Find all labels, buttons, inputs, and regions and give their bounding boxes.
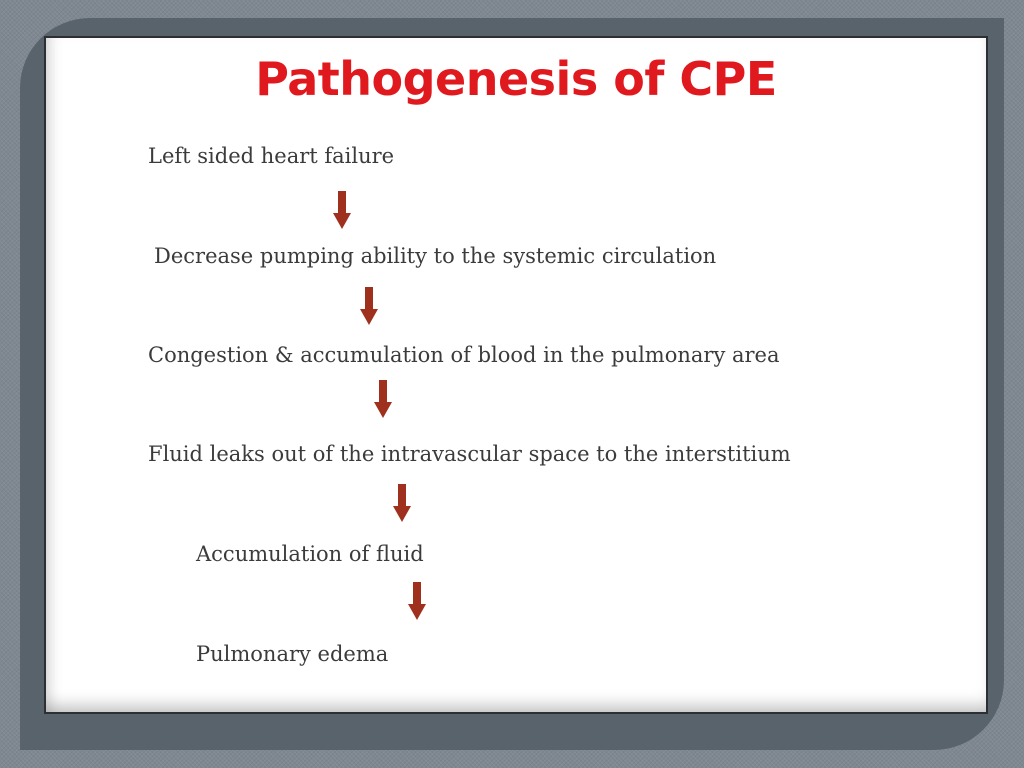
step-5: Accumulation of fluid [196, 542, 424, 566]
down-arrow-icon [408, 582, 426, 620]
step-2: Decrease pumping ability to the systemic circulation [154, 244, 717, 268]
down-arrow-icon [333, 191, 351, 229]
down-arrow-icon [393, 484, 411, 522]
slide [44, 36, 988, 714]
step-6: Pulmonary edema [196, 642, 389, 666]
down-arrow-icon [374, 380, 392, 418]
slide-title: Pathogenesis of CPE [255, 52, 777, 106]
step-3: Congestion & accumulation of blood in the pulmonary area [148, 343, 780, 367]
step-4: Fluid leaks out of the intravascular space to the interstitium [148, 442, 791, 466]
down-arrow-icon [360, 287, 378, 325]
step-1: Left sided heart failure [148, 144, 395, 168]
